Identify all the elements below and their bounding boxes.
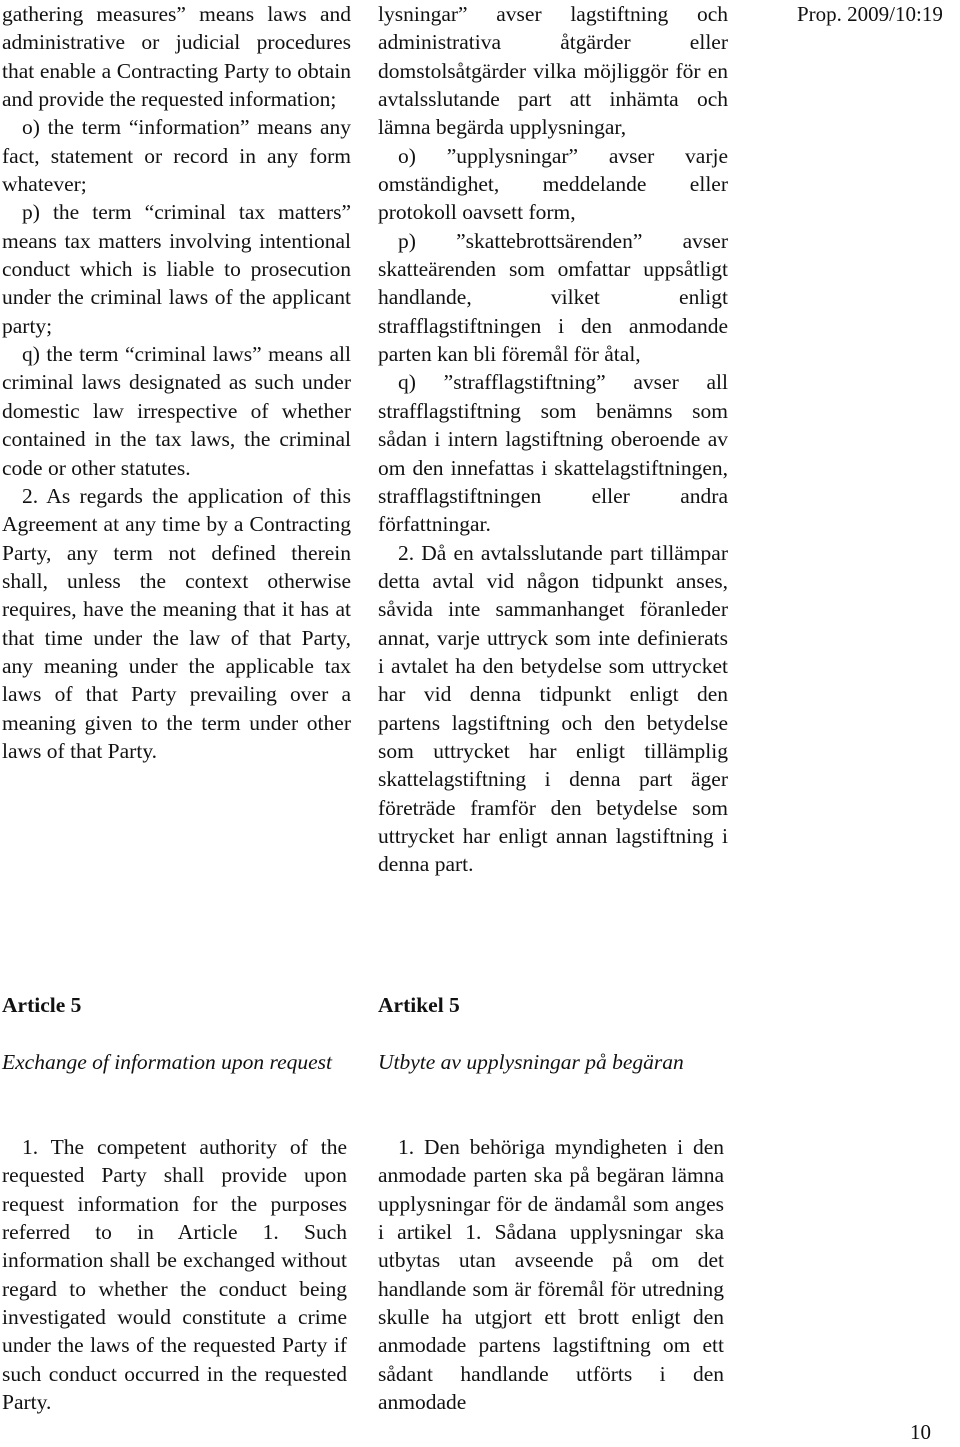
definition-o: o) the term “information” means any fact, statement or record in any form whatever;: [2, 115, 351, 197]
definition-q: q) the term “criminal laws” means all criminal laws designated as such under domestic law irrespective of whether contained in the tax laws, the criminal code or other statutes.: [2, 342, 351, 480]
article-4-paragraph-2: 2. As regards the application of this Agreement at any time by a Contracting Party, any term not defined therein shall, unless the context otherwise requires, have the meaning that it has at that time under the law of that Party, any meaning under the applicable tax laws of that Party prevailing over a meaning given to the term under other laws of that Party.: [2, 483, 351, 763]
article-5-paragraph-1-text-sv: 1. Den behöriga myndigheten i den anmodade parten ska på begäran lämna upplysningar för de ändamål som anges i artikel 1. Sådana upplysningar ska utbytas utan avseende på om det handlande som är föremål för utredning skulle ha utgjort ett brott enligt den anmodade partens lagstiftning om ett sådant handlande utförts i den anmodade: [378, 1135, 724, 1415]
swedish-definitions-column: [378, 0, 728, 879]
proposition-reference: Prop. 2009/10:19: [797, 2, 943, 26]
article-5-paragraph-1-en: [2, 1133, 347, 1416]
article-title-sv: Utbyte av upplysningar på begäran: [378, 1050, 684, 1074]
definition-q-sv: q) ”strafflagstiftning” avser all strafflagstiftning som benämns som sådan i intern lagstiftning oberoende av om den innefattas i skattelagstiftningen, strafflagstiftningen eller andra författningar.: [378, 370, 728, 537]
definition-o-sv: o) ”upplysningar” avser varje omständighet, meddelande eller protokoll oavsett form,: [378, 143, 728, 225]
article-title-en: Exchange of information upon request: [2, 1050, 333, 1074]
definition-p-sv: p) ”skattebrottsärenden” avser skatteärenden som omfattar uppsåtligt handlande, vilket enligt strafflagstiftningen i den anmodande parten kan bli föremål för åtal,: [378, 228, 728, 367]
article-5-paragraph-1-sv: [378, 1133, 724, 1416]
page-number: 10: [910, 1420, 931, 1444]
definition-n-continued-sv: lysningar” avser lagstiftning och administrativa åtgärder eller domstolsåtgärder vilka möjliggör för en avtalsslutande part att inhämta och lämna begärda upplysningar,: [378, 2, 728, 140]
english-definitions-column: [2, 0, 351, 765]
article-heading-en: Article 5: [2, 993, 82, 1017]
article-heading-sv: Artikel 5: [378, 993, 460, 1017]
article-5-paragraph-1-text-en: 1. The competent authority of the requested Party shall provide upon request information for the purposes referred to in Article 1. Such information shall be exchanged without regard to whether the conduct being investigated would constitute a crime under the laws of the requested Party if such conduct occurred in the requested Party.: [2, 1135, 347, 1415]
definition-n-continued: gathering measures” means laws and administrative or judicial procedures that enable a Contracting Party to obtain and provide the requested information;: [2, 2, 351, 112]
article-4-paragraph-2-sv: 2. Då en avtalsslutande part tillämpar detta avtal vid någon tidpunkt anses, såvida inte sammanhanget föranleder annat, varje uttryck som inte definierats i avtalet ha den betydelse som uttrycket har vid denna tidpunkt enligt den partens lagstiftning och den betydelse som uttrycket har enligt tillämplig skattelagstiftning i denna part äger företräde framför den betydelse som uttrycket har enligt annan lagstiftning i denna part.: [378, 540, 728, 877]
definition-p: p) the term “criminal tax matters” means tax matters involving intentional conduct which is liable to prosecution under the criminal laws of the applicant party;: [2, 200, 351, 338]
